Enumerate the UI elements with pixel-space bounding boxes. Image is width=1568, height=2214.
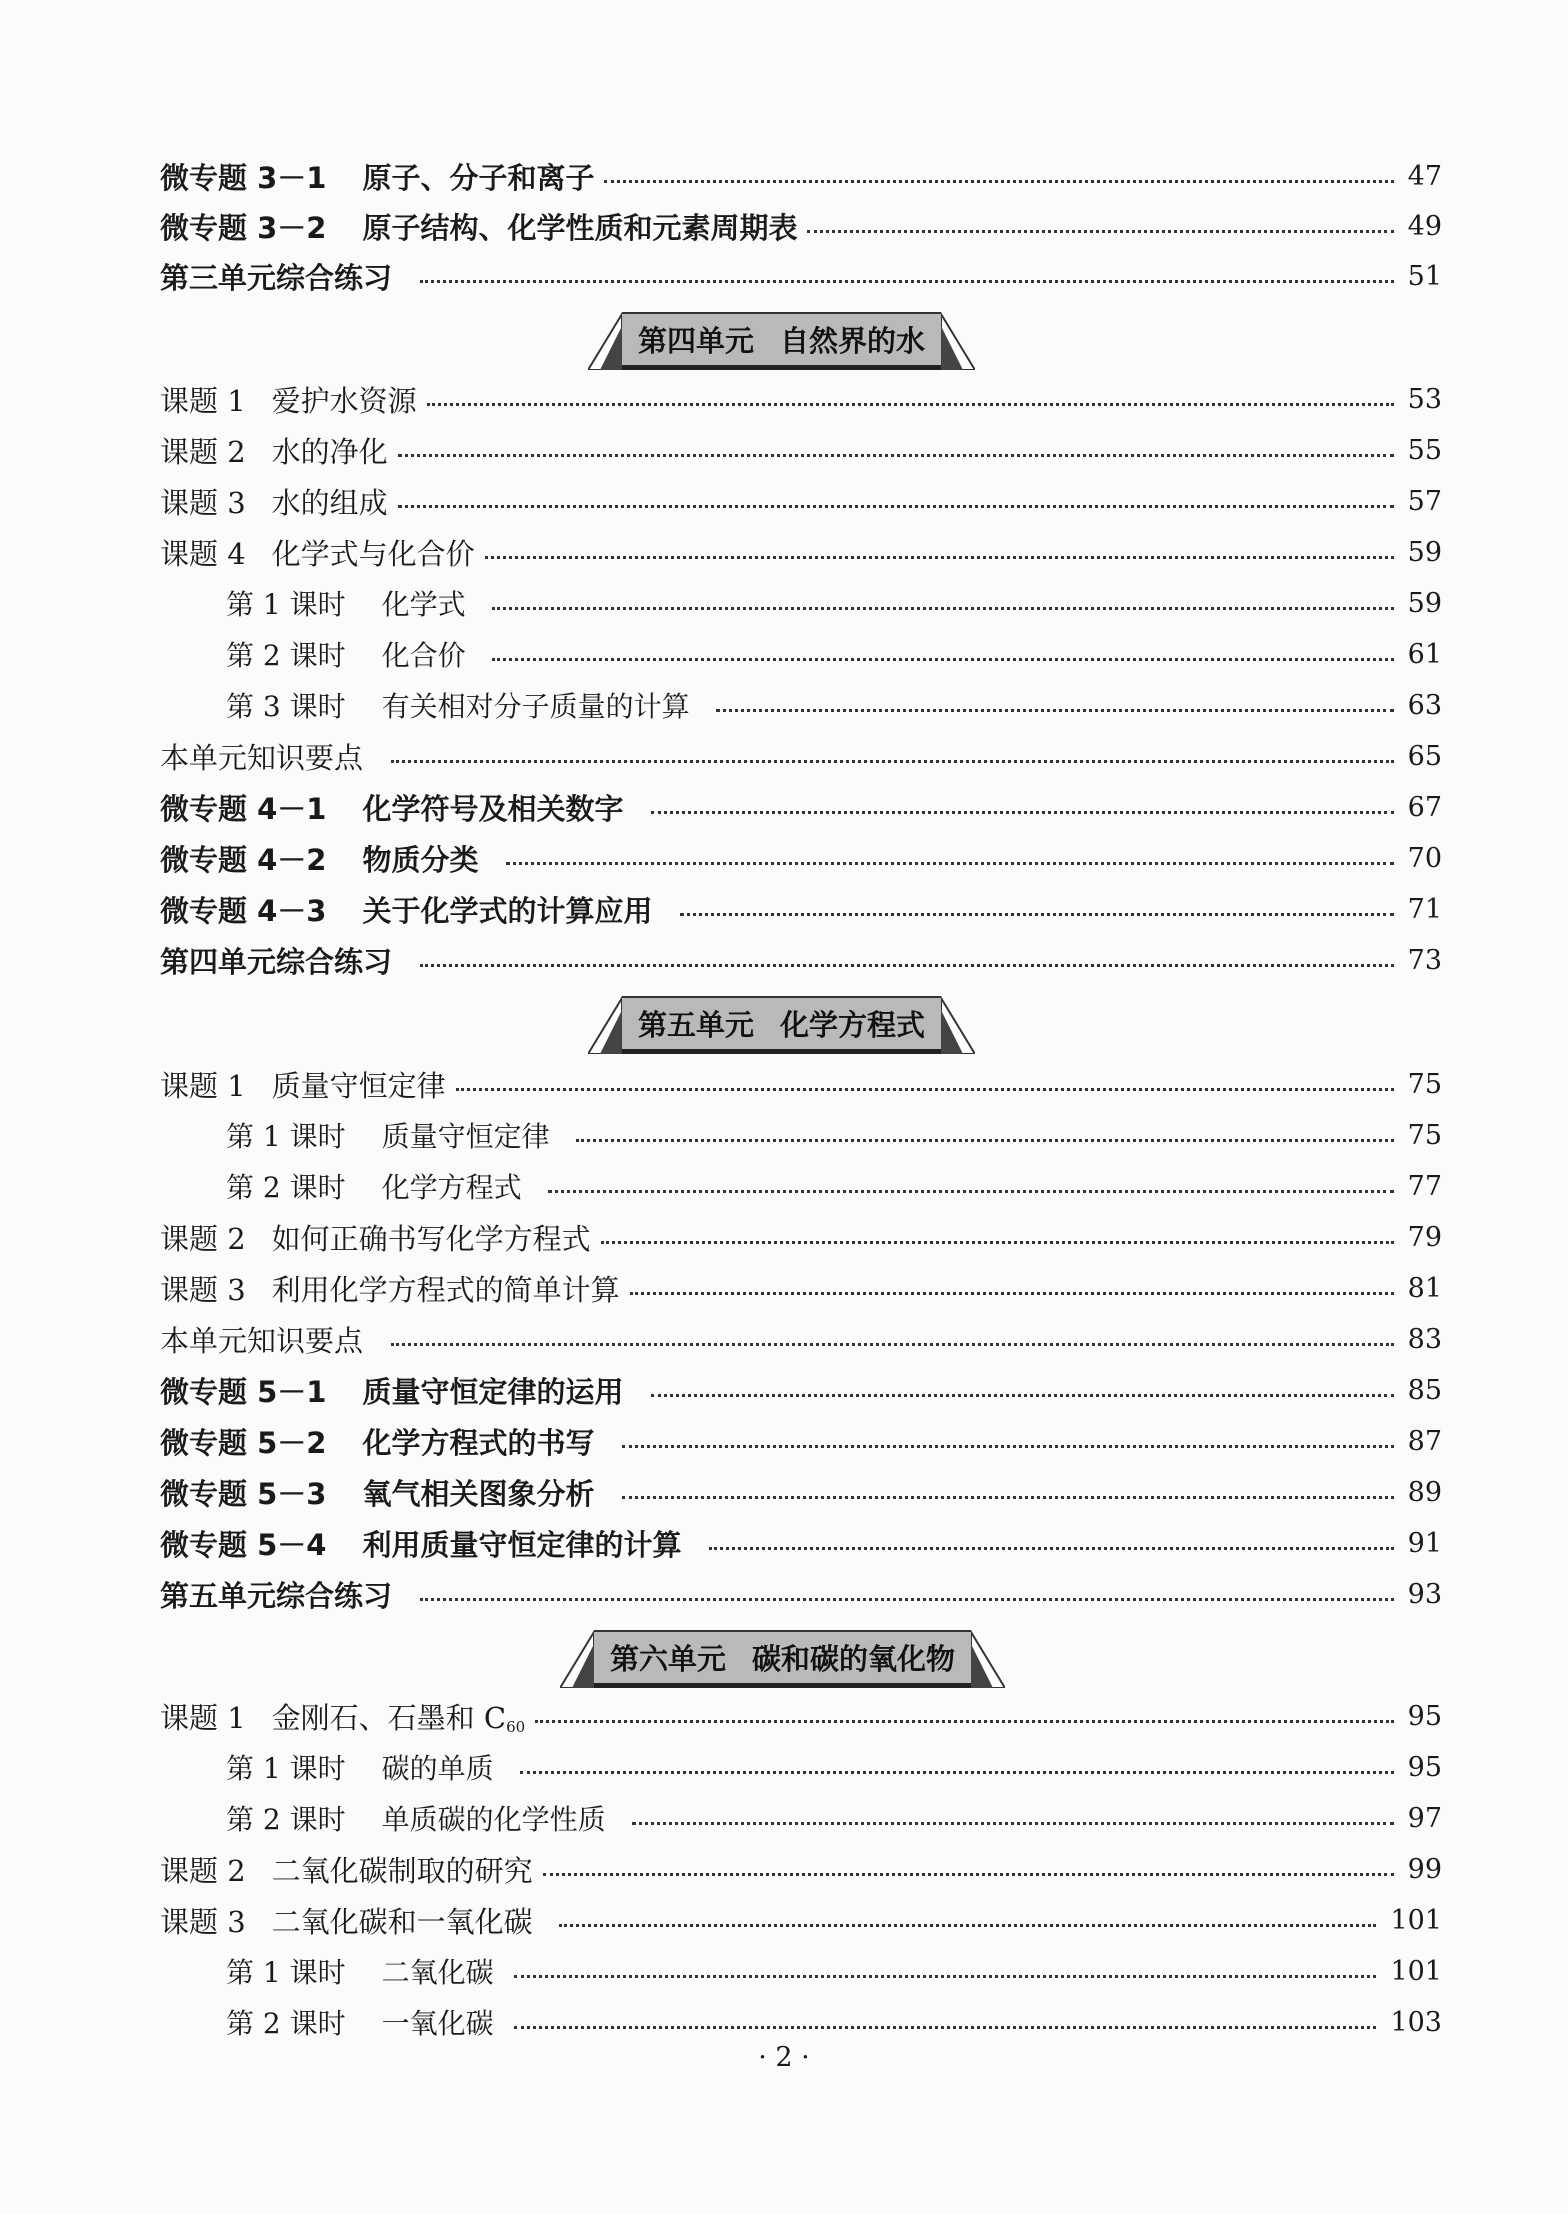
entry-title: 二氧化碳和一氧化碳 (271, 1904, 533, 1939)
toc-entry-topic-5-3[interactable] (160, 1468, 1442, 1516)
entry-number: 课题 1 (160, 383, 246, 418)
entry-page-number: 51 (1407, 260, 1442, 292)
banner-left-ear-icon (588, 312, 622, 370)
entry-page-number: 75 (1407, 1119, 1442, 1151)
toc-entry-lesson-6-2[interactable] (160, 1845, 1442, 1893)
dot-leader (548, 1190, 1394, 1193)
dot-leader (391, 1343, 1394, 1346)
toc-entry-period-4-4-2[interactable] (226, 630, 1442, 678)
toc-entry-period-4-4-1[interactable] (226, 579, 1442, 627)
banner-left-ear-icon (560, 1630, 594, 1688)
entry-title: 化学式 (381, 588, 466, 621)
entry-number: 第 1 课时 (226, 1956, 346, 1989)
toc-entry-period-4-4-3[interactable] (226, 681, 1442, 729)
entry-page-number: 77 (1407, 1170, 1442, 1202)
unit-name: 自然界的水 (780, 324, 926, 358)
entry-page-number: 93 (1407, 1578, 1442, 1610)
entry-number: 第 2 课时 (226, 639, 346, 672)
entry-number: 第 1 课时 (226, 1120, 346, 1153)
toc-entry-unit3-review[interactable] (160, 252, 1442, 300)
unit-banner-label (622, 996, 941, 1054)
entry-number: 课题 4 (160, 536, 246, 571)
toc-entry-unit5-review[interactable] (160, 1570, 1442, 1618)
entry-number: 微专题 4－3 (160, 893, 327, 928)
unit-number: 第五单元 (638, 1008, 755, 1042)
entry-title: 化学方程式的书写 (362, 1425, 595, 1460)
entry-title: 本单元知识要点 (160, 740, 364, 775)
entry-title: 质量守恒定律 (381, 1120, 550, 1153)
entry-page-number: 73 (1407, 944, 1442, 976)
dot-leader (651, 1394, 1393, 1397)
entry-title: 二氧化碳制取的研究 (271, 1853, 533, 1888)
entry-page-number: 65 (1407, 740, 1442, 772)
entry-title: 原子、分子和离子 (362, 160, 595, 195)
toc-entry-lesson-6-1[interactable] (160, 1692, 1442, 1740)
entry-title: 本单元知识要点 (160, 1323, 364, 1358)
entry-number: 课题 2 (160, 1853, 246, 1888)
dot-leader (420, 964, 1394, 967)
entry-number: 课题 3 (160, 485, 246, 520)
entry-title: 有关相对分子质量的计算 (381, 690, 690, 723)
entry-number: 课题 2 (160, 434, 246, 469)
dot-leader (651, 811, 1393, 814)
toc-entry-lesson-4-1[interactable] (160, 375, 1442, 423)
entry-page-number: 99 (1407, 1853, 1442, 1885)
banner-right-ear-icon (941, 996, 975, 1054)
toc-entry-topic-4-2[interactable] (160, 834, 1442, 882)
entry-title: 第三单元综合练习 (160, 260, 393, 295)
toc-entry-lesson-6-3[interactable] (160, 1896, 1442, 1944)
entry-page-number: 70 (1407, 842, 1442, 874)
entry-number: 微专题 3－1 (160, 160, 327, 195)
entry-page-number: 49 (1407, 210, 1442, 242)
entry-number: 微专题 3－2 (160, 210, 327, 245)
toc-entry-period-5-1-2[interactable] (226, 1162, 1442, 1210)
entry-page-number: 63 (1407, 689, 1442, 721)
dot-leader (716, 709, 1394, 712)
entry-number: 微专题 5－3 (160, 1476, 327, 1511)
entry-title: 原子结构、化学性质和元素周期表 (362, 210, 798, 245)
dot-leader (622, 1445, 1393, 1448)
toc-entry-unit4-summary[interactable] (160, 732, 1442, 780)
entry-page-number: 47 (1407, 160, 1442, 192)
entry-page-number: 59 (1407, 536, 1442, 568)
unit-number: 第六单元 (610, 1642, 727, 1676)
dot-leader (398, 454, 1394, 457)
unit-banner-4 (588, 312, 975, 370)
toc-entry-lesson-4-2[interactable] (160, 426, 1442, 474)
page-number-footer: · 2 · (758, 2042, 810, 2073)
dot-leader (709, 1547, 1393, 1550)
entry-page-number: 97 (1407, 1802, 1442, 1834)
unit-name: 化学方程式 (780, 1008, 926, 1042)
toc-entry-topic-4-3[interactable] (160, 885, 1442, 933)
entry-title: 关于化学式的计算应用 (362, 893, 653, 928)
dot-leader (420, 280, 1394, 283)
entry-page-number: 55 (1407, 434, 1442, 466)
entry-title: 氧气相关图象分析 (362, 1476, 595, 1511)
dot-leader (514, 2026, 1377, 2029)
entry-title: 化合价 (381, 639, 466, 672)
entry-page-number: 101 (1390, 1955, 1442, 1987)
entry-number: 第 3 课时 (226, 690, 346, 723)
entry-page-number: 61 (1407, 638, 1442, 670)
dot-leader (485, 556, 1394, 559)
entry-page-number: 95 (1407, 1700, 1442, 1732)
toc-entry-topic-3-2[interactable] (160, 202, 1442, 250)
entry-number: 微专题 5－2 (160, 1425, 327, 1460)
entry-page-number: 57 (1407, 485, 1442, 517)
entry-title: 化学方程式 (381, 1171, 522, 1204)
toc-entry-period-6-3-1[interactable] (226, 1947, 1442, 1995)
entry-number: 第 1 课时 (226, 588, 346, 621)
entry-title: 水的组成 (271, 485, 388, 520)
entry-page-number: 89 (1407, 1476, 1442, 1508)
unit-banner-label (594, 1630, 971, 1688)
dot-leader (520, 1771, 1394, 1774)
entry-title (272, 1696, 526, 1737)
entry-page-number: 95 (1407, 1751, 1442, 1783)
entry-page-number: 79 (1407, 1221, 1442, 1253)
entry-title: 化学符号及相关数字 (362, 791, 624, 826)
toc-entry-unit5-summary[interactable] (160, 1315, 1442, 1363)
dot-leader (543, 1873, 1394, 1876)
unit-banner-label (622, 312, 941, 370)
toc-entry-topic-5-1[interactable] (160, 1366, 1442, 1414)
dot-leader (807, 230, 1393, 233)
toc-entry-topic-3-1[interactable] (160, 152, 1442, 200)
dot-leader (632, 1822, 1394, 1825)
dot-leader (680, 913, 1393, 916)
entry-title: 质量守恒定律的运用 (362, 1374, 624, 1409)
unit-number: 第四单元 (638, 324, 755, 358)
toc-entry-unit4-review[interactable] (160, 936, 1442, 984)
entry-number: 微专题 4－1 (160, 791, 327, 826)
entry-page-number: 71 (1407, 893, 1442, 925)
entry-number: 微专题 5－4 (160, 1527, 327, 1562)
entry-title: 如何正确书写化学方程式 (271, 1221, 591, 1256)
toc-entry-lesson-5-1[interactable] (160, 1060, 1442, 1108)
entry-page-number: 75 (1407, 1068, 1442, 1100)
dot-leader (559, 1924, 1377, 1927)
dot-leader (456, 1088, 1394, 1091)
subscript-60: 60 (506, 1717, 526, 1736)
entry-title: 单质碳的化学性质 (381, 1803, 606, 1836)
entry-title: 物质分类 (362, 842, 479, 877)
entry-number: 课题 3 (160, 1272, 246, 1307)
entry-title: 化学式与化合价 (271, 536, 475, 571)
entry-title: 第四单元综合练习 (160, 944, 393, 979)
toc-entry-period-5-1-1[interactable] (226, 1111, 1442, 1159)
dot-leader (601, 1241, 1394, 1244)
entry-page-number: 101 (1390, 1904, 1442, 1936)
dot-leader (630, 1292, 1394, 1295)
entry-title-text: 金刚石、石墨和 C (271, 1700, 507, 1735)
toc-entry-period-6-3-2[interactable] (226, 1998, 1442, 2046)
banner-left-ear-icon (588, 996, 622, 1054)
entry-title: 一氧化碳 (381, 2007, 494, 2040)
entry-page-number: 59 (1407, 587, 1442, 619)
dot-leader (391, 760, 1394, 763)
dot-leader (604, 180, 1393, 183)
entry-number: 第 2 课时 (226, 2007, 346, 2040)
dot-leader (492, 607, 1394, 610)
entry-page-number: 83 (1407, 1323, 1442, 1355)
entry-title: 水的净化 (271, 434, 388, 469)
dot-leader (576, 1139, 1394, 1142)
toc-entry-lesson-5-2[interactable] (160, 1213, 1442, 1261)
entry-title: 利用化学方程式的简单计算 (271, 1272, 620, 1307)
entry-page-number: 87 (1407, 1425, 1442, 1457)
unit-banner-6 (560, 1630, 1005, 1688)
dot-leader (506, 862, 1393, 865)
toc-entry-lesson-4-4[interactable] (160, 528, 1442, 576)
entry-number: 微专题 4－2 (160, 842, 327, 877)
dot-leader (492, 658, 1394, 661)
banner-right-ear-icon (941, 312, 975, 370)
entry-number: 课题 3 (160, 1904, 246, 1939)
dot-leader (622, 1496, 1393, 1499)
toc-entry-topic-5-2[interactable] (160, 1417, 1442, 1465)
toc-entry-topic-5-4[interactable] (160, 1519, 1442, 1567)
entry-number: 课题 1 (160, 1700, 246, 1735)
toc-entry-lesson-5-3[interactable] (160, 1264, 1442, 1312)
unit-banner-5 (588, 996, 975, 1054)
entry-number: 课题 2 (160, 1221, 246, 1256)
entry-page-number: 81 (1407, 1272, 1442, 1304)
toc-entry-period-6-1-2[interactable] (226, 1794, 1442, 1842)
entry-number: 课题 1 (160, 1068, 246, 1103)
dot-leader (420, 1598, 1394, 1601)
banner-right-ear-icon (971, 1630, 1005, 1688)
dot-leader (514, 1975, 1377, 1978)
entry-title: 爱护水资源 (271, 383, 417, 418)
entry-title: 质量守恒定律 (271, 1068, 446, 1103)
entry-number: 第 2 课时 (226, 1803, 346, 1836)
dot-leader (398, 505, 1394, 508)
entry-title: 利用质量守恒定律的计算 (362, 1527, 682, 1562)
dot-leader (427, 403, 1394, 406)
entry-number: 微专题 5－1 (160, 1374, 327, 1409)
toc-entry-lesson-4-3[interactable] (160, 477, 1442, 525)
entry-page-number: 85 (1407, 1374, 1442, 1406)
entry-page-number: 53 (1407, 383, 1442, 415)
entry-number: 第 2 课时 (226, 1171, 346, 1204)
entry-number: 第 1 课时 (226, 1752, 346, 1785)
entry-title: 碳的单质 (381, 1752, 494, 1785)
toc-entry-topic-4-1[interactable] (160, 783, 1442, 831)
entry-title: 第五单元综合练习 (160, 1578, 393, 1613)
dot-leader (535, 1720, 1393, 1723)
unit-name: 碳和碳的氧化物 (752, 1642, 956, 1676)
entry-title: 二氧化碳 (381, 1956, 494, 1989)
entry-page-number: 91 (1407, 1527, 1442, 1559)
entry-page-number: 103 (1390, 2006, 1442, 2038)
toc-entry-period-6-1-1[interactable] (226, 1743, 1442, 1791)
entry-page-number: 67 (1407, 791, 1442, 823)
